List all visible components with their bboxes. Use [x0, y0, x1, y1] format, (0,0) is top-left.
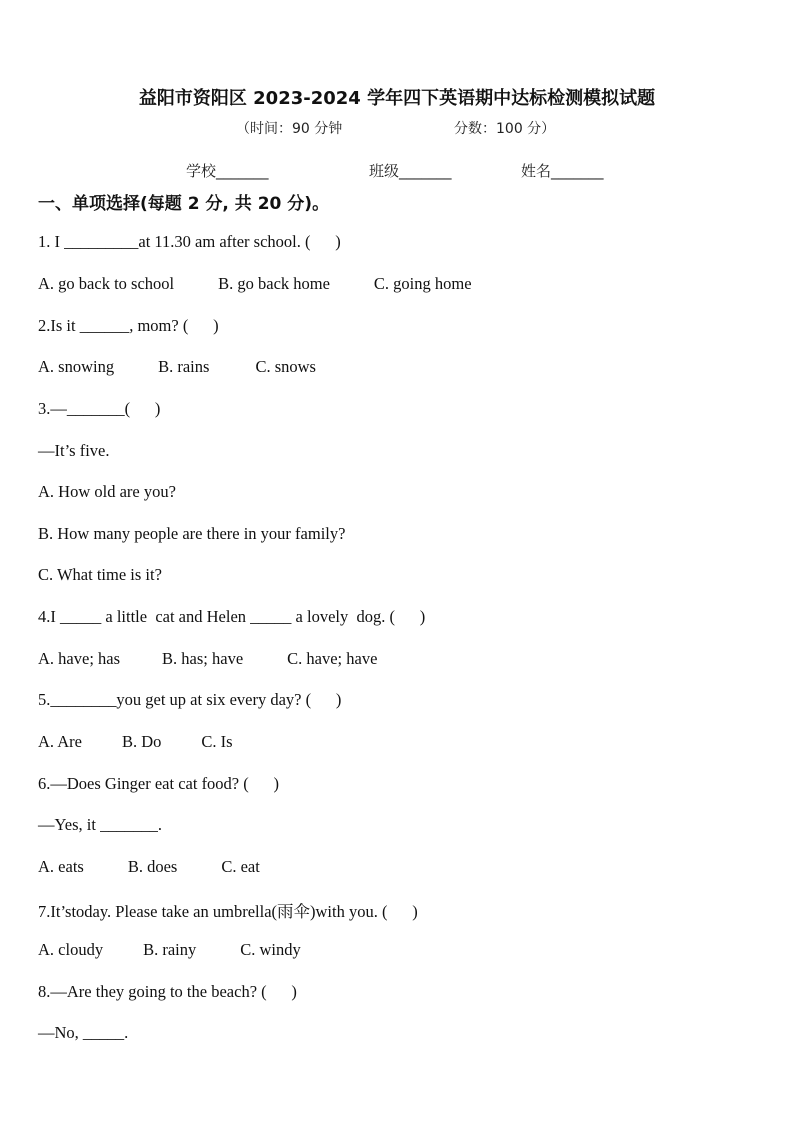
- q4-option-c: C. have; have: [287, 649, 378, 668]
- q6-option-b: B. does: [127, 857, 178, 876]
- q6-reply-post: .: [157, 815, 162, 834]
- q4-options: [38, 649, 377, 669]
- q6-option-c: C. eat: [221, 857, 260, 876]
- q1-option-c: C. going home: [373, 274, 472, 293]
- school-blank: _______: [216, 162, 269, 180]
- q4-blank-1: _____: [60, 607, 102, 626]
- exam-score: 分数：100 分）: [454, 121, 556, 137]
- q4-option-b: B. has; have: [162, 649, 244, 668]
- question-7: 7.It’stoday. Please take an umbrella(雨伞)with you. ( ): [38, 902, 418, 921]
- name-label: 姓名: [521, 162, 552, 180]
- question-4: [38, 607, 425, 627]
- q5-text-post: you get up at six every day? ( ): [116, 690, 342, 709]
- q1-option-b: B. go back home: [218, 274, 330, 293]
- name-blank: _______: [551, 162, 604, 180]
- school-label: 学校: [186, 162, 217, 180]
- q2-blank: ______: [79, 316, 130, 335]
- school-field: [186, 160, 269, 181]
- question-1: [38, 232, 341, 252]
- q2-options: [38, 357, 316, 377]
- section-heading: 一、单项选择(每题 2 分, 共 20 分)。: [38, 194, 330, 214]
- q1-text-post: at 11.30 am after school. ( ): [138, 232, 341, 251]
- q3-option-b: B. How many people are there in your family?: [38, 524, 346, 543]
- q7-option-a: A. cloudy: [38, 940, 104, 959]
- q5-options: [38, 732, 233, 752]
- q5-blank: ________: [50, 690, 117, 709]
- page-title: 益阳市资阳区 2023-2024 学年四下英语期中达标检测模拟试题: [138, 88, 656, 109]
- q4-blank-2: _____: [250, 607, 292, 626]
- q3-text-post: ( ): [124, 399, 161, 418]
- class-label: 班级: [369, 162, 400, 180]
- q7-option-b: B. rainy: [143, 940, 197, 959]
- q7-options: [38, 940, 301, 960]
- question-5: [38, 690, 341, 710]
- exam-time: （时间：90 分钟: [236, 121, 343, 137]
- q1-text-pre: 1. I: [38, 232, 65, 251]
- q5-text-pre: 5.: [38, 690, 51, 709]
- question-8: 8.—Are they going to the beach? ( ): [38, 982, 297, 1001]
- q5-option-c: C. Is: [201, 732, 233, 751]
- q3-option-a: A. How old are you?: [38, 482, 176, 501]
- q2-option-a: A. snowing: [38, 357, 115, 376]
- q8-blank: _____: [82, 1023, 125, 1042]
- q4-text-post: a lovely dog. ( ): [291, 607, 426, 626]
- q3-text-pre: 3.—: [38, 399, 67, 418]
- q8-reply-post: .: [124, 1023, 129, 1042]
- q4-option-a: A. have; has: [38, 649, 121, 668]
- class-blank: _______: [399, 162, 452, 180]
- q5-option-a: A. Are: [38, 732, 82, 751]
- class-field: [369, 160, 452, 181]
- question-6: 6.—Does Ginger eat cat food? ( ): [38, 774, 279, 793]
- q1-blank: _________: [64, 232, 139, 251]
- q6-reply-pre: —Yes, it: [38, 815, 101, 834]
- q3-option-c: C. What time is it?: [38, 565, 162, 584]
- q4-text-mid: a little cat and Helen: [101, 607, 251, 626]
- question-3: [38, 399, 160, 419]
- q5-option-b: B. Do: [122, 732, 162, 751]
- name-field: [521, 160, 604, 181]
- q3-blank: _______: [66, 399, 125, 418]
- q2-option-c: C. snows: [255, 357, 316, 376]
- q6-reply: [38, 815, 162, 835]
- q3-reply: —It’s five.: [38, 441, 110, 460]
- q1-option-a: A. go back to school: [38, 274, 175, 293]
- q8-reply-pre: —No,: [38, 1023, 83, 1042]
- q4-text-pre: 4.I: [38, 607, 60, 626]
- q6-options: [38, 857, 260, 877]
- q2-text-post: , mom? ( ): [129, 316, 219, 335]
- q7-option-c: C. windy: [240, 940, 301, 959]
- q1-options: [38, 274, 472, 294]
- q2-text-pre: 2.Is it: [38, 316, 80, 335]
- q6-option-a: A. eats: [38, 857, 84, 876]
- question-2: [38, 316, 219, 336]
- q8-reply: [38, 1023, 128, 1043]
- q2-option-b: B. rains: [158, 357, 210, 376]
- q6-blank: _______: [100, 815, 158, 834]
